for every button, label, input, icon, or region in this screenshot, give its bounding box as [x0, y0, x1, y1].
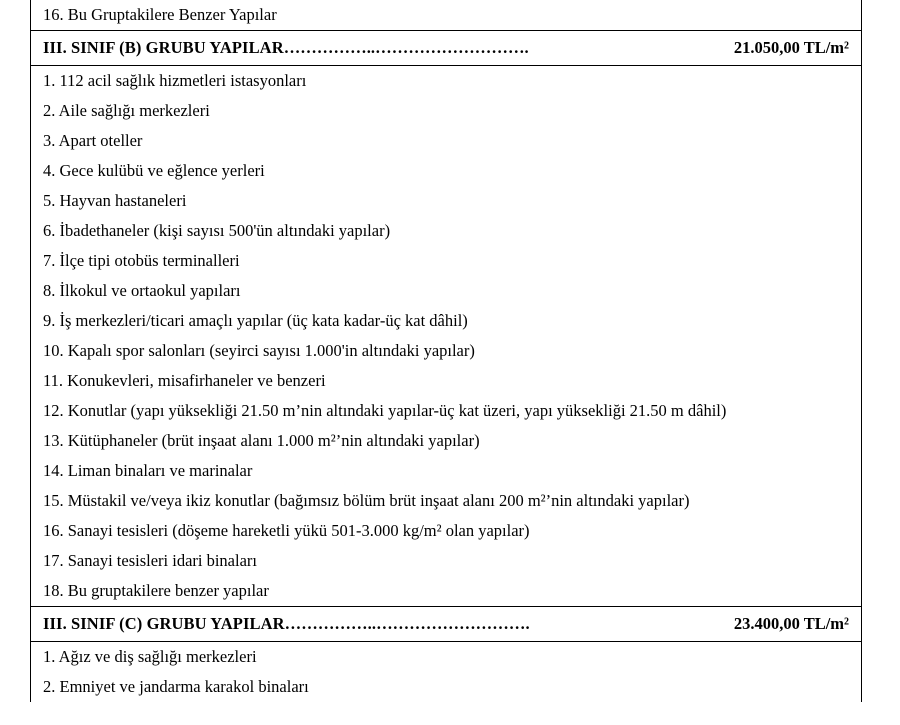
list-item: 13. Kütüphaneler (brüt inşaat alanı 1.000 m²’nin altındaki yapılar): [30, 426, 862, 456]
list-item: 17. Sanayi tesisleri idari binaları: [30, 546, 862, 576]
list-item: 2. Aile sağlığı merkezleri: [30, 96, 862, 126]
section-header-b: [30, 30, 862, 66]
list-item: 2. Emniyet ve jandarma karakol binaları: [30, 672, 862, 702]
list-item: 11. Konukevleri, misafirhaneler ve benzeri: [30, 366, 862, 396]
list-item: 9. İş merkezleri/ticari amaçlı yapılar (üç kata kadar-üç kat dâhil): [30, 306, 862, 336]
list-item: 10. Kapalı spor salonları (seyirci sayısı 1.000'in altındaki yapılar): [30, 336, 862, 366]
section-price-c: 23.400,00 TL/m²: [733, 614, 849, 633]
list-item: 16. Sanayi tesisleri (döşeme hareketli yükü 501-3.000 kg/m² olan yapılar): [30, 516, 862, 546]
list-item: 14. Liman binaları ve marinalar: [30, 456, 862, 486]
list-item: 3. Apart oteller: [30, 126, 862, 156]
list-item: 4. Gece kulübü ve eğlence yerleri: [30, 156, 862, 186]
list-item: 5. Hayvan hastaneleri: [30, 186, 862, 216]
list-item: 7. İlçe tipi otobüs terminalleri: [30, 246, 862, 276]
section-title-c: III. SINIF (C) GRUBU YAPILAR……………..……………………….: [43, 614, 530, 633]
list-item: 6. İbadethaneler (kişi sayısı 500'ün altındaki yapılar): [30, 216, 862, 246]
list-item: 1. Ağız ve diş sağlığı merkezleri: [30, 642, 862, 672]
list-item: 8. İlkokul ve ortaokul yapıları: [30, 276, 862, 306]
list-item: 12. Konutlar (yapı yüksekliği 21.50 m’nin altındaki yapılar-üç kat üzeri, yapı yüksekliği 21.50 m dâhil): [30, 396, 862, 426]
list-item: 1. 112 acil sağlık hizmetleri istasyonları: [30, 66, 862, 96]
section-title-b: III. SINIF (B) GRUBU YAPILAR……………..……………………….: [43, 38, 529, 57]
list-item: 18. Bu gruptakilere benzer yapılar: [30, 576, 862, 606]
list-item: 15. Müstakil ve/veya ikiz konutlar (bağımsız bölüm brüt inşaat alanı 200 m²’nin altındaki yapılar): [30, 486, 862, 516]
partial-top-item: 16. Bu Gruptakilere Benzer Yapılar: [30, 0, 862, 30]
section-price-b: 21.050,00 TL/m²: [733, 38, 849, 57]
section-header-c: [30, 606, 862, 642]
